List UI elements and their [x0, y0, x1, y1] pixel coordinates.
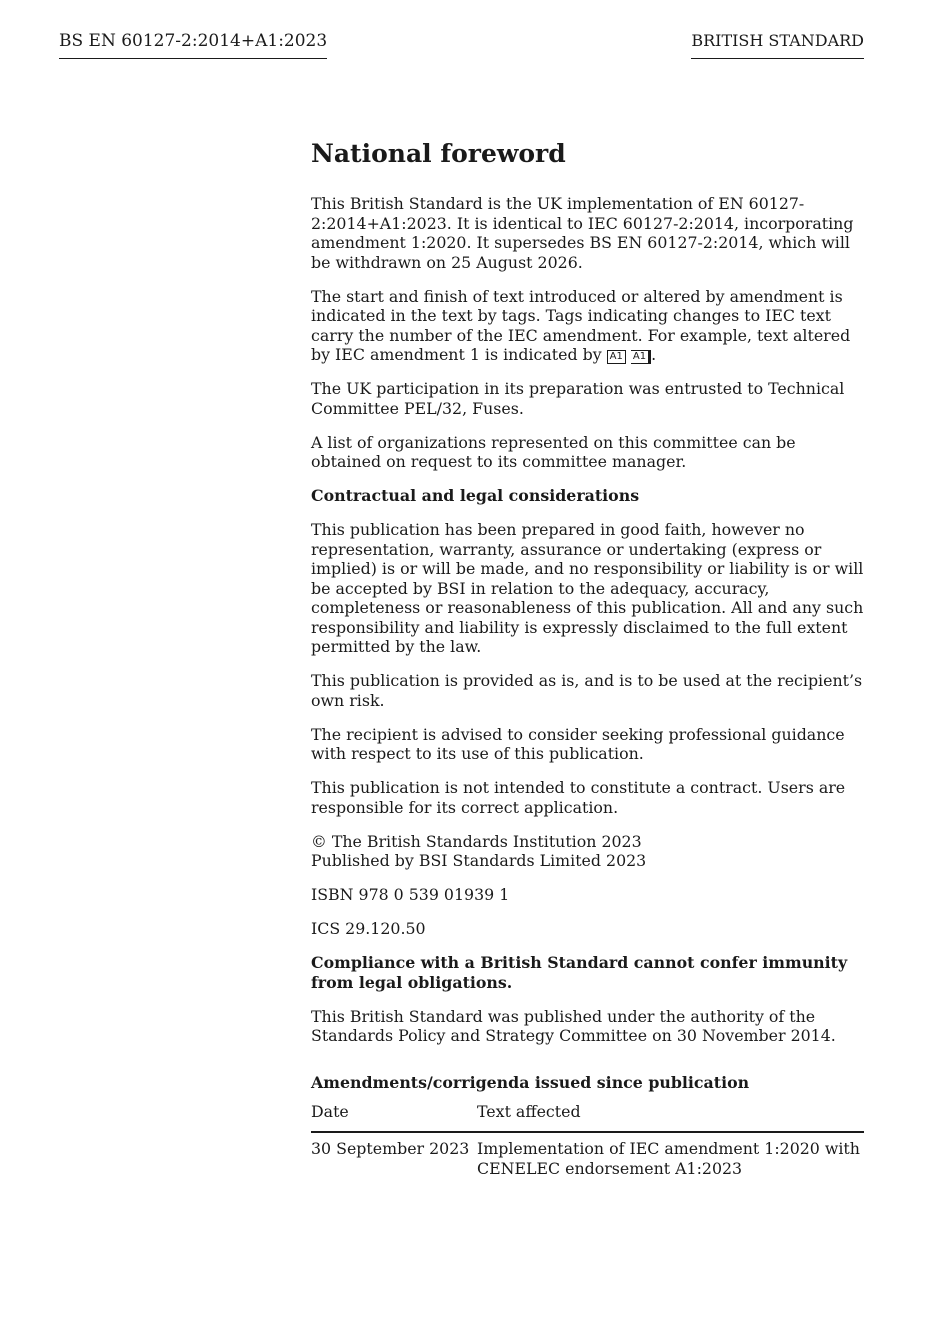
- paragraph-own-risk: This publication is provided as is, and is to be used at the recipient’s own risk.: [311, 671, 863, 710]
- published-by-line: Published by BSI Standards Limited 2023: [311, 851, 647, 870]
- paragraph-contract: This publication is not intended to constitute a contract. Users are responsible for its correct application.: [311, 778, 846, 817]
- main-content: [311, 138, 867, 1179]
- isbn: ISBN 978 0 539 01939 1: [311, 885, 510, 904]
- contract-heading: Contractual and legal considerations: [311, 486, 640, 505]
- paragraph-tags: [311, 287, 867, 365]
- paragraph-tags-text: The start and finish of text introduced or altered by amendment is indicated in the text by tags. Tags indicating changes to IEC text carry the number of the IEC amendment. For example, text altered by IEC amendment 1 is indicated by: [311, 286, 851, 364]
- column-header-text-affected: Text affected: [477, 1102, 864, 1132]
- ics: ICS 29.120.50: [311, 919, 426, 938]
- paragraph-guidance: The recipient is advised to consider seeking professional guidance with respect to its use of this publication.: [311, 724, 845, 763]
- amendment-date: 30 September 2023: [311, 1138, 470, 1158]
- table-header-row: [311, 1102, 864, 1132]
- paragraph-authority: This British Standard was published under the authority of the Standards Policy and Strategy Committee on 30 November 2014.: [311, 1006, 836, 1045]
- copyright-block: [311, 832, 867, 871]
- compliance-notice: Compliance with a British Standard cannot confer immunity from legal obligations.: [311, 953, 848, 992]
- amendment-end-tag-icon: A1: [631, 350, 651, 364]
- amendments-table: [311, 1102, 864, 1179]
- column-header-date: Date: [311, 1102, 477, 1132]
- header-standard-label: BRITISH STANDARD: [691, 30, 864, 59]
- paragraph-participation: The UK participation in its preparation was entrusted to Technical Committee PEL/32, Fuses.: [311, 379, 845, 418]
- page-title: National foreword: [311, 139, 566, 168]
- header-doc-id: BS EN 60127-2:2014+A1:2023: [59, 30, 327, 59]
- paragraph-implementation: This British Standard is the UK implementation of EN 60127-2:2014+A1:2023. It is identical to IEC 60127-2:2014, incorporating amendment 1:2020. It supersedes BS EN 60127-2:2014, which will be withdrawn on 25 August 2026.: [311, 194, 854, 272]
- copyright-line: © The British Standards Institution 2023: [311, 831, 642, 851]
- paragraph-organizations: A list of organizations represented on this committee can be obtained on request to its committee manager.: [311, 432, 796, 471]
- amendments-title: Amendments/corrigenda issued since publication: [311, 1072, 750, 1092]
- table-row: [311, 1132, 864, 1179]
- amendment-start-tag-icon: A1: [607, 350, 626, 364]
- amendment-text: Implementation of IEC amendment 1:2020 with CENELEC endorsement A1:2023: [477, 1138, 860, 1178]
- paragraph-tags-end: .: [651, 345, 657, 364]
- paragraph-good-faith: This publication has been prepared in good faith, however no representation, warranty, assurance or undertaking (express or implied) is or will be made, and no responsibility or liability is or will be accepted by BSI in relation to the adequacy, accuracy, completeness or reasonableness of this publication. All and any such responsibility and liability is expressly disclaimed to the full extent permitted by the law.: [311, 520, 864, 656]
